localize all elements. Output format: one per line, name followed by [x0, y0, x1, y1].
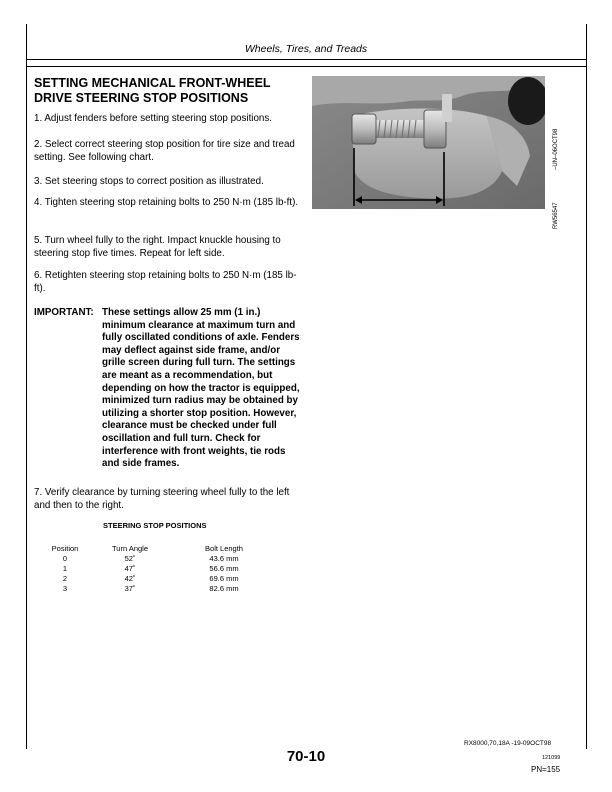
page-frame-right-rule	[586, 24, 587, 749]
step-4: 4. Tighten steering stop retaining bolts to 250 N·m (185 lb-ft).	[34, 197, 299, 208]
table-header-position: Position	[51, 544, 79, 553]
table-cell-position: 0	[62, 554, 68, 563]
running-header: Wheels, Tires, and Treads	[244, 43, 368, 55]
step-5: 5. Turn wheel fully to the right. Impact knuckle housing to steering stop five times. Repeat for left side.	[34, 235, 281, 259]
table-cell-position: 3	[62, 584, 68, 593]
content-top-rule	[26, 66, 587, 67]
table-cell-bolt-length: 43.6 mm	[209, 554, 239, 563]
step-2: 2. Select correct steering stop position for tire size and tread setting. See following chart.	[34, 139, 295, 163]
page-number: 70-10	[286, 748, 326, 765]
table-cell-bolt-length: 82.6 mm	[209, 584, 239, 593]
steering-stop-photo	[312, 76, 545, 209]
step-1: 1. Adjust fenders before setting steering stop positions.	[34, 113, 272, 124]
step-6: 6. Retighten steering stop retaining bolts to 250 N·m (185 lb-ft).	[34, 270, 297, 294]
table-cell-turn-angle: 42˚	[124, 574, 136, 583]
table-cell-position: 1	[62, 564, 68, 573]
bolt-head	[352, 114, 376, 144]
figure-code-id: RW56547	[553, 202, 559, 229]
section-title-line-1: SETTING MECHANICAL FRONT-WHEEL	[34, 76, 271, 90]
header-rule	[26, 59, 587, 60]
page-frame-left-rule	[26, 24, 27, 749]
table-cell-position: 2	[62, 574, 68, 583]
footer-pn: PN=155	[531, 765, 561, 774]
table-cell-bolt-length: 56.6 mm	[209, 564, 239, 573]
step-3: 3. Set steering stops to correct position as illustrated.	[34, 176, 264, 187]
important-text: These settings allow 25 mm (1 in.) minimum clearance at maximum turn and fully oscillated conditions of axle. Fenders may deflect against side frame, and/or grille screen during full turn. The settings are meant as a recommendation, but depending on how the tractor is equipped, minimized turn radius may be obtained by utilizing a shorter stop position. However, clearance must be checked under full oscillation and full turn. Check for interference with front weights, tie rods and side frames.	[102, 307, 300, 470]
footer-code: 121099	[542, 755, 561, 761]
important-label: IMPORTANT:	[34, 307, 94, 318]
table-cell-turn-angle: 52˚	[124, 554, 136, 563]
footer-reference: RX8000,70,18A -19-09OCT98	[464, 740, 552, 747]
table-cell-turn-angle: 47˚	[124, 564, 136, 573]
figure-code-date: –UN–06OCT98	[553, 128, 559, 170]
section-title	[34, 76, 304, 106]
table-header-bolt-length: Bolt Length	[205, 544, 243, 553]
stop-boss	[442, 94, 452, 122]
table-cell-turn-angle: 37˚	[124, 584, 136, 593]
step-7: 7. Verify clearance by turning steering wheel fully to the left and then to the right.	[34, 487, 290, 511]
table-title: STEERING STOP POSITIONS	[103, 521, 207, 530]
table-cell-bolt-length: 69.6 mm	[209, 574, 239, 583]
table-header-turn-angle: Turn Angle	[112, 544, 148, 553]
section-title-line-2: DRIVE STEERING STOP POSITIONS	[34, 91, 249, 105]
